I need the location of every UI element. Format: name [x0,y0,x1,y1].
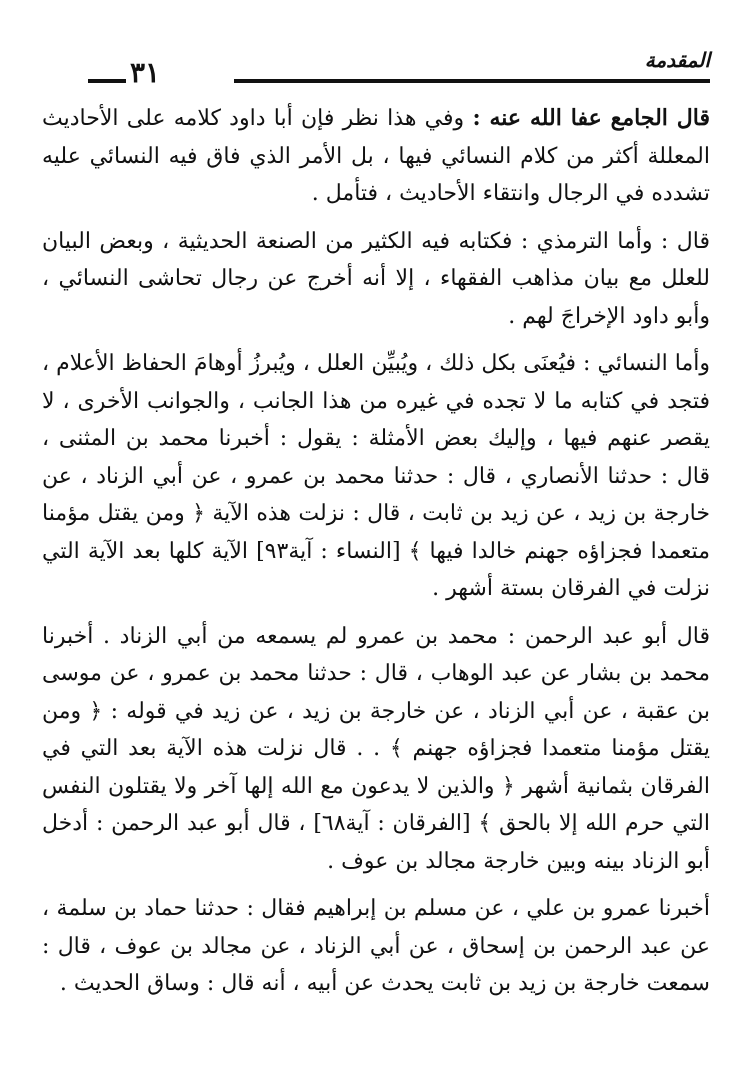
header-rule-short [88,79,126,83]
paragraph-text: وأما النسائي : فيُعنَى بكل ذلك ، ويُبيِّن العلل ، ويُبرزُ أوهامَ الحفاظ الأعلام ، فتجد في كتابه ما لا تجده في غيره من هذا الجانب ، والجوانب الأخرى ، لا يقصر عنهم فيها ، وإليك بعض الأمثلة : يقول : أخبرنا محمد بن المثنى ، قال : حدثنا الأنصاري ، قال : حدثنا محمد بن عمرو ، عن أبي الزناد ، عن خارجة بن زيد ، عن زيد بن ثابت ، قال : نزلت هذه الآية ﴿ ومن يقتل مؤمنا متعمدا فجزاؤه جهنم خالدا فيها ﴾ [النساء : آية٩٣] الآية كلها بعد الآية التي نزلت في الفرقان بستة أشهر . [42,351,710,601]
header-rule [234,79,710,83]
page-header [42,48,710,89]
paragraph [42,618,710,881]
paragraph [42,100,710,213]
paragraph-text: أخبرنا عمرو بن علي ، عن مسلم بن إبراهيم فقال : حدثنا حماد بن سلمة ، عن عبد الرحمن بن إسحاق ، عن أبي الزناد ، عن مجالد بن عوف ، قال : سمعت خارجة بن زيد بن ثابت يحدث عن أبيه ، أنه قال : وساق الحديث . [42,896,710,996]
body-text [42,100,710,1003]
paragraph [42,345,710,608]
document-page [42,48,710,1048]
paragraph [42,890,710,1003]
paragraph-text: وفي هذا نظر فإن أبا داود كلامه على الأحاديث المعللة أكثر من كلام النسائي فيها ، بل الأمر الذي فاق فيه النسائي عليه تشدده في الرجال وانتقاء الأحاديث ، فتأمل . [42,106,710,206]
page-number: ٣١ [130,56,161,89]
paragraph-lead: قال الجامع عفا الله عنه : [472,105,711,131]
paragraph-text: قال : وأما الترمذي : فكتابه فيه الكثير من الصنعة الحديثية ، وبعض البيان للعلل مع بيان مذاهب الفقهاء ، إلا أنه أخرج عن رجال تحاشى النسائي ، وأبو داود الإخراجَ لهم . [42,228,710,329]
paragraph [42,223,710,336]
section-title: المقدمة [644,48,710,72]
paragraph-text: قال أبو عبد الرحمن : محمد بن عمرو لم يسمعه من أبي الزناد . أخبرنا محمد بن بشار عن عبد الوهاب ، قال : حدثنا محمد بن عمرو ، عن موسى بن عقبة ، عن أبي الزناد ، عن خارجة بن زيد ، عن زيد في قوله : ﴿ ومن يقتل مؤمنا متعمدا فجزاؤه جهنم ﴾ . . قال نزلت هذه الآية بعد التي في الفرقان بثمانية أشهر ﴿ والذين لا يدعون مع الله إلها آخر ولا يقتلون النفس التي حرم الله إلا بالحق ﴾ [الفرقان : آية٦٨] ، قال أبو عبد الرحمن : أدخل أبو الزناد بينه وبين خارجة مجالد بن عوف . [42,623,710,874]
